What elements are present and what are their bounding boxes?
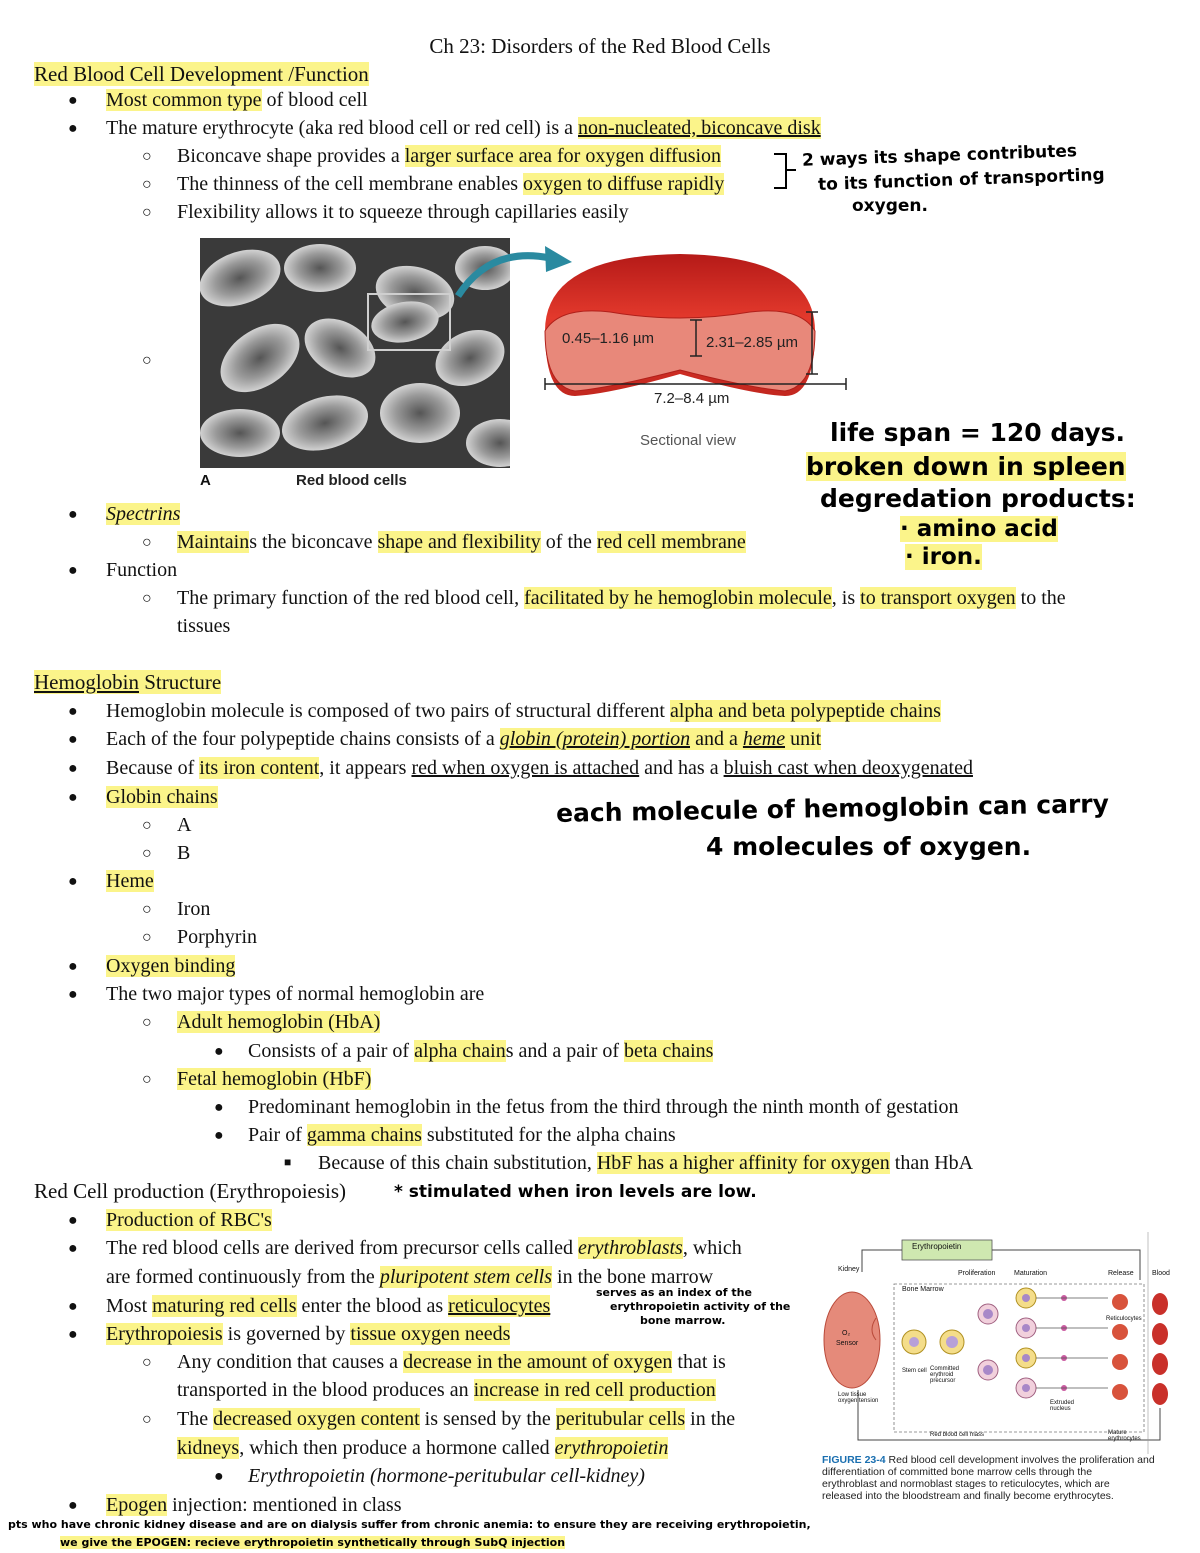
diagram-matur-label: Maturation xyxy=(1014,1270,1048,1277)
sub-spectrins-maintains: Maintains the biconcave shape and flexibility of the red cell membrane xyxy=(177,531,746,553)
subsub-hba-chains: Consists of a pair of alpha chains and a pair of beta chains xyxy=(248,1040,714,1062)
bullet-two-types: The two major types of normal hemoglobin are xyxy=(106,983,485,1005)
dim-width: 7.2–8.4 µm xyxy=(654,390,730,407)
bullet-globin: Globin chains xyxy=(106,786,218,808)
section-heading-hemoglobin: Hemoglobin Structure xyxy=(34,670,222,694)
diagram-blood-label: Blood xyxy=(1152,1270,1170,1277)
sectional-view-label: Sectional view xyxy=(640,432,736,449)
diagram-release-label: Release xyxy=(1108,1270,1134,1277)
note-iron: · iron. xyxy=(905,544,982,570)
sub-peritubular-line2: kidneys, which then produce a hormone called erythropoietin xyxy=(177,1437,669,1459)
sub-thinness: The thinness of the cell membrane enables oxygen to diffuse rapidly xyxy=(177,173,725,195)
figure-label-a: A xyxy=(200,472,211,489)
sub-primary-function: The primary function of the red blood cell, facilitated by he hemoglobin molecule, is to transport oxygen to the xyxy=(177,587,1066,609)
note-amino-acid: · amino acid xyxy=(900,516,1058,542)
sub-flexibility: Flexibility allows it to squeeze through capillaries easily xyxy=(177,201,629,223)
note-life-span: life span = 120 days. xyxy=(830,418,1126,447)
page-title: Ch 23: Disorders of the Red Blood Cells xyxy=(429,34,771,58)
subsub-hbf-predominant: Predominant hemoglobin in the fetus from the third through the ninth month of gestation xyxy=(248,1096,959,1118)
dim-thick: 2.31–2.85 µm xyxy=(706,334,799,351)
diagram-committed-label: Committed erythroid precursor xyxy=(930,1366,960,1384)
bullet-heme: Heme xyxy=(106,870,154,892)
bullet-production: Production of RBC's xyxy=(106,1209,272,1231)
diagram-low-label: Low tissue oxygen tension xyxy=(838,1392,879,1404)
diagram-retic-label: Reticulocytes xyxy=(1106,1316,1142,1322)
note-spleen: broken down in spleen xyxy=(806,452,1126,481)
bullet-hb-composed: Hemoglobin molecule is composed of two pairs of structural different alpha and beta polypeptide chains xyxy=(106,700,941,722)
bullet-most-common: Most common type of blood cell xyxy=(106,89,368,111)
sub-iron: Iron xyxy=(177,898,211,920)
bullet-oxygen-binding: Oxygen binding xyxy=(106,955,236,977)
figure-rbc-sectional xyxy=(450,236,870,456)
subsub-hbf-gamma: Pair of gamma chains substituted for the alpha chains xyxy=(248,1124,676,1146)
diagram-stem-label: Stem cell xyxy=(902,1368,927,1374)
note-retic-2: erythropoietin activity of the xyxy=(610,1300,791,1313)
sub-biconcave: Biconcave shape provides a larger surface area for oxygen diffusion xyxy=(177,145,722,167)
diagram-kidney-label: Kidney xyxy=(838,1266,860,1273)
diagram-mature-label: Mature erythrocytes xyxy=(1108,1430,1141,1442)
figure-label-rbc: Red blood cells xyxy=(296,472,407,489)
bullet-epogen: Epogen injection: mentioned in class xyxy=(106,1494,402,1516)
diagram-prolif-label: Proliferation xyxy=(958,1270,996,1277)
subsub-erythropoietin: Erythropoietin (hormone-peritubular cell-kidney) xyxy=(248,1465,645,1487)
sub-porphyrin: Porphyrin xyxy=(177,926,257,948)
note-erythropoiesis: * stimulated when iron levels are low. xyxy=(394,1182,757,1202)
sub-decrease-oxygen: Any condition that causes a decrease in the amount of oxygen that is xyxy=(177,1351,726,1373)
bullet-governed: Erythropoiesis is governed by tissue oxygen needs xyxy=(106,1323,511,1345)
note-hemoglobin-1: each molecule of hemoglobin can carry xyxy=(555,789,1110,828)
diagram-mass-label: Red blood cell mass xyxy=(930,1432,985,1438)
section-heading-rbc: Red Blood Cell Development /Function xyxy=(34,62,369,86)
bullet-derived: The red blood cells are derived from precursor cells called erythroblasts, which xyxy=(106,1237,742,1259)
sub-hbf: Fetal hemoglobin (HbF) xyxy=(177,1068,372,1090)
note-shape-3: oxygen. xyxy=(852,196,928,216)
figure-caption: FIGURE 23-4 Red blood cell development involves the proliferation and differentiation of committed bone marrow cells through the erythroblast and normoblast stages to reticulocytes, which are released into the bloodstream and finally become erythrocytes. xyxy=(822,1454,1155,1502)
diagram-bm-label: Bone Marrow xyxy=(902,1286,944,1293)
bullet-reticulocytes: Most maturing red cells enter the blood as reticulocytes xyxy=(106,1295,551,1317)
bullet-function: Function xyxy=(106,559,178,581)
diagram-sensor-label: Sensor xyxy=(836,1340,859,1347)
diagram-extruded-label: Extruded nucleus xyxy=(1050,1400,1075,1412)
bullet-derived-line2: are formed continuously from the pluripotent stem cells in the bone marrow xyxy=(106,1266,714,1288)
note-retic-1: serves as an index of the xyxy=(596,1286,752,1299)
note-footer-2: we give the EPOGEN: recieve erythropoietin synthetically through SubQ injection xyxy=(60,1536,566,1549)
note-shape-2: to its function of transporting xyxy=(817,165,1105,195)
note-degradation: degredation products: xyxy=(820,484,1136,513)
figure-erythropoiesis-diagram xyxy=(818,1232,1180,1454)
sub-peritubular: The decreased oxygen content is sensed by the peritubular cells in the xyxy=(177,1408,736,1430)
bullet-spectrins: Spectrins xyxy=(106,503,181,525)
subsubsub-hbf-affinity: Because of this chain substitution, HbF has a higher affinity for oxygen than HbA xyxy=(318,1152,974,1174)
sub-primary-function-line2: tissues xyxy=(177,615,231,637)
bullet-hb-iron: Because of its iron content, it appears red when oxygen is attached and has a bluish cast when deoxygenated xyxy=(106,757,973,779)
note-hemoglobin-2: 4 molecules of oxygen. xyxy=(706,832,1032,861)
sub-hba: Adult hemoglobin (HbA) xyxy=(177,1011,381,1033)
sub-globin-a: A xyxy=(177,814,192,836)
dim-thin: 0.45–1.16 µm xyxy=(562,330,655,347)
bullet-mature-erythrocyte: The mature erythrocyte (aka red blood cell or red cell) is a non-nucleated, biconcave disk xyxy=(106,117,821,139)
note-retic-3: bone marrow. xyxy=(640,1314,726,1327)
diagram-o2-label: O₂ xyxy=(842,1330,851,1337)
note-footer-1: pts who have chronic kidney disease and are on dialysis suffer from chronic anemia: to ensure they are receiving erythropoietin, xyxy=(8,1518,811,1531)
note-shape-1: 2 ways its shape contributes xyxy=(801,141,1078,171)
diagram-epo-label: Erythropoietin xyxy=(912,1242,962,1251)
bracket-icon xyxy=(770,150,800,192)
bullet-hb-chains: Each of the four polypeptide chains consists of a globin (protein) portion and a heme unit xyxy=(106,728,822,750)
sub-globin-b: B xyxy=(177,842,191,864)
sub-decrease-oxygen-line2: transported in the blood produces an increase in red cell production xyxy=(177,1379,716,1401)
section-heading-erythropoiesis: Red Cell production (Erythropoiesis) xyxy=(34,1179,347,1203)
